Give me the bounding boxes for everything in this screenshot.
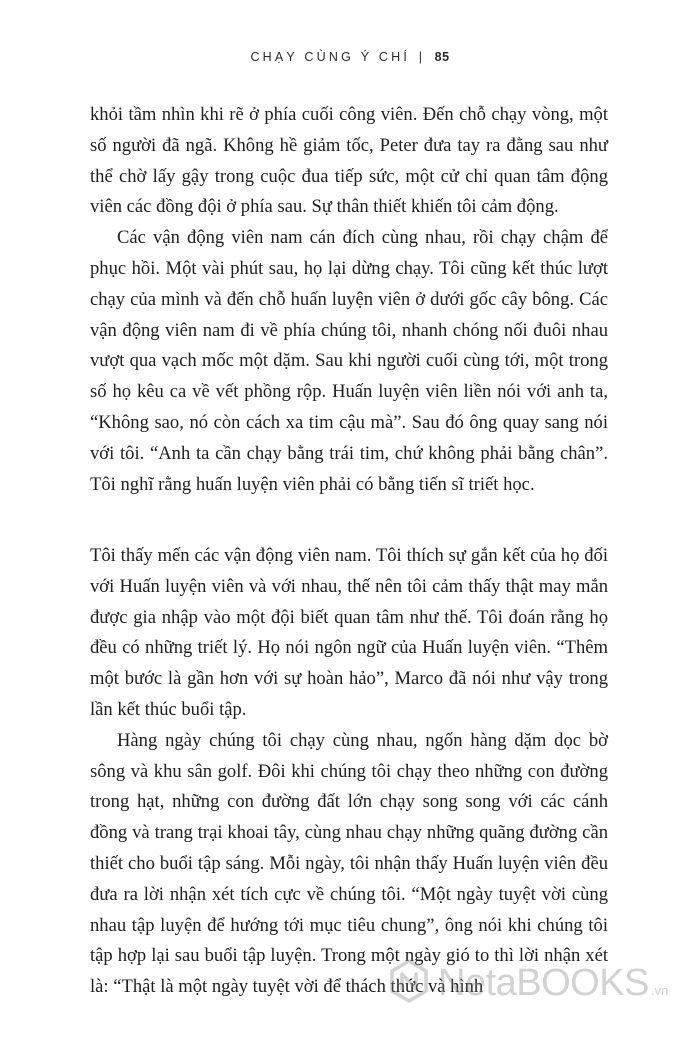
chapter-title: CHẠY CÙNG Ý CHÍ [250,50,411,64]
paragraph: Các vận động viên nam cán đích cùng nhau, rồi chạy chậm để phục hồi. Một vài phút sau, họ lại dừng chạy. Tôi cũng kết thúc lượt chạy của mình và đến chỗ huấn luyện viên ở dưới gốc cây bông. Các vận động viên nam đi về phía chúng tôi, nhanh chóng nối đuôi nhau vượt qua vạch mốc một dặm. Sau khi người cuối cùng tới, một trong số họ kêu ca về vết phồng rộp. Huấn luyện viên liền nói với anh ta, “Không sao, nó còn cách xa tim cậu mà”. Sau đó ông quay sang nói với tôi. “Anh ta cần chạy bằng trái tim, chứ không phải bằng chân”. Tôi nghĩ rằng huấn luyện viên phải có bằng tiến sĩ triết học. [90,227,608,495]
page-number: 85 [434,50,450,64]
paragraph: Hàng ngày chúng tôi chạy cùng nhau, ngốn hàng dặm dọc bờ sông và khu sân golf. Đôi khi chúng tôi chạy theo những con đường trong hạt, những con đường đất lớn chạy song song với các cánh đồng và trang trại khoai tây, cùng nhau chạy những quãng đường cần thiết cho buổi tập sáng. Mỗi ngày, tôi nhận thấy Huấn luyện viên đều đưa ra lời nhận xét tích cực về chúng tôi. “Một ngày tuyệt vời cùng nhau tập luyện để hướng tới mục tiêu chung”, ông nói khi chúng tôi tập hợp lại sau buổi tập luyện. Trong một ngày gió to thì lời nhận xét là: “Thật là một ngày tuyệt vời để thách thức và hình [90,729,608,998]
body-text-top [90,100,608,500]
running-header [0,50,700,64]
body-text-bottom [90,541,608,1003]
watermark-text: NetaBOOKS [438,962,649,1004]
netabooks-watermark [386,958,668,1009]
section-first-paragraph: Tôi thấy mến các vận động viên nam. Tôi thích sự gắn kết của họ đối với Huấn luyện viên và với nhau, thế nên tôi cảm thấy thật may mắn được gia nhập vào một đội biết quan tâm như thế. Tôi đoán rằng họ đều có những triết lý. Họ nói ngôn ngữ của Huấn luyện viên. “Thêm một bước là gần hơn với sự hoàn hảo”, Marco đã nói như vậy trong lần kết thúc buổi tập. [90,545,608,720]
watermark-suffix: .vn [650,983,669,998]
paragraph-continued: khỏi tầm nhìn khi rẽ ở phía cuối công viên. Đến chỗ chạy vòng, một số người đã ngã. Không hề giảm tốc, Peter đưa tay ra đằng sau như thể chờ lấy gậy trong cuộc đua tiếp sức, một cử chỉ quan tâm động viên các đồng đội ở phía sau. Sự thân thiết khiến tôi cảm động. [90,104,608,218]
header-separator: | [418,50,422,64]
netabooks-logo-icon [386,958,432,1009]
